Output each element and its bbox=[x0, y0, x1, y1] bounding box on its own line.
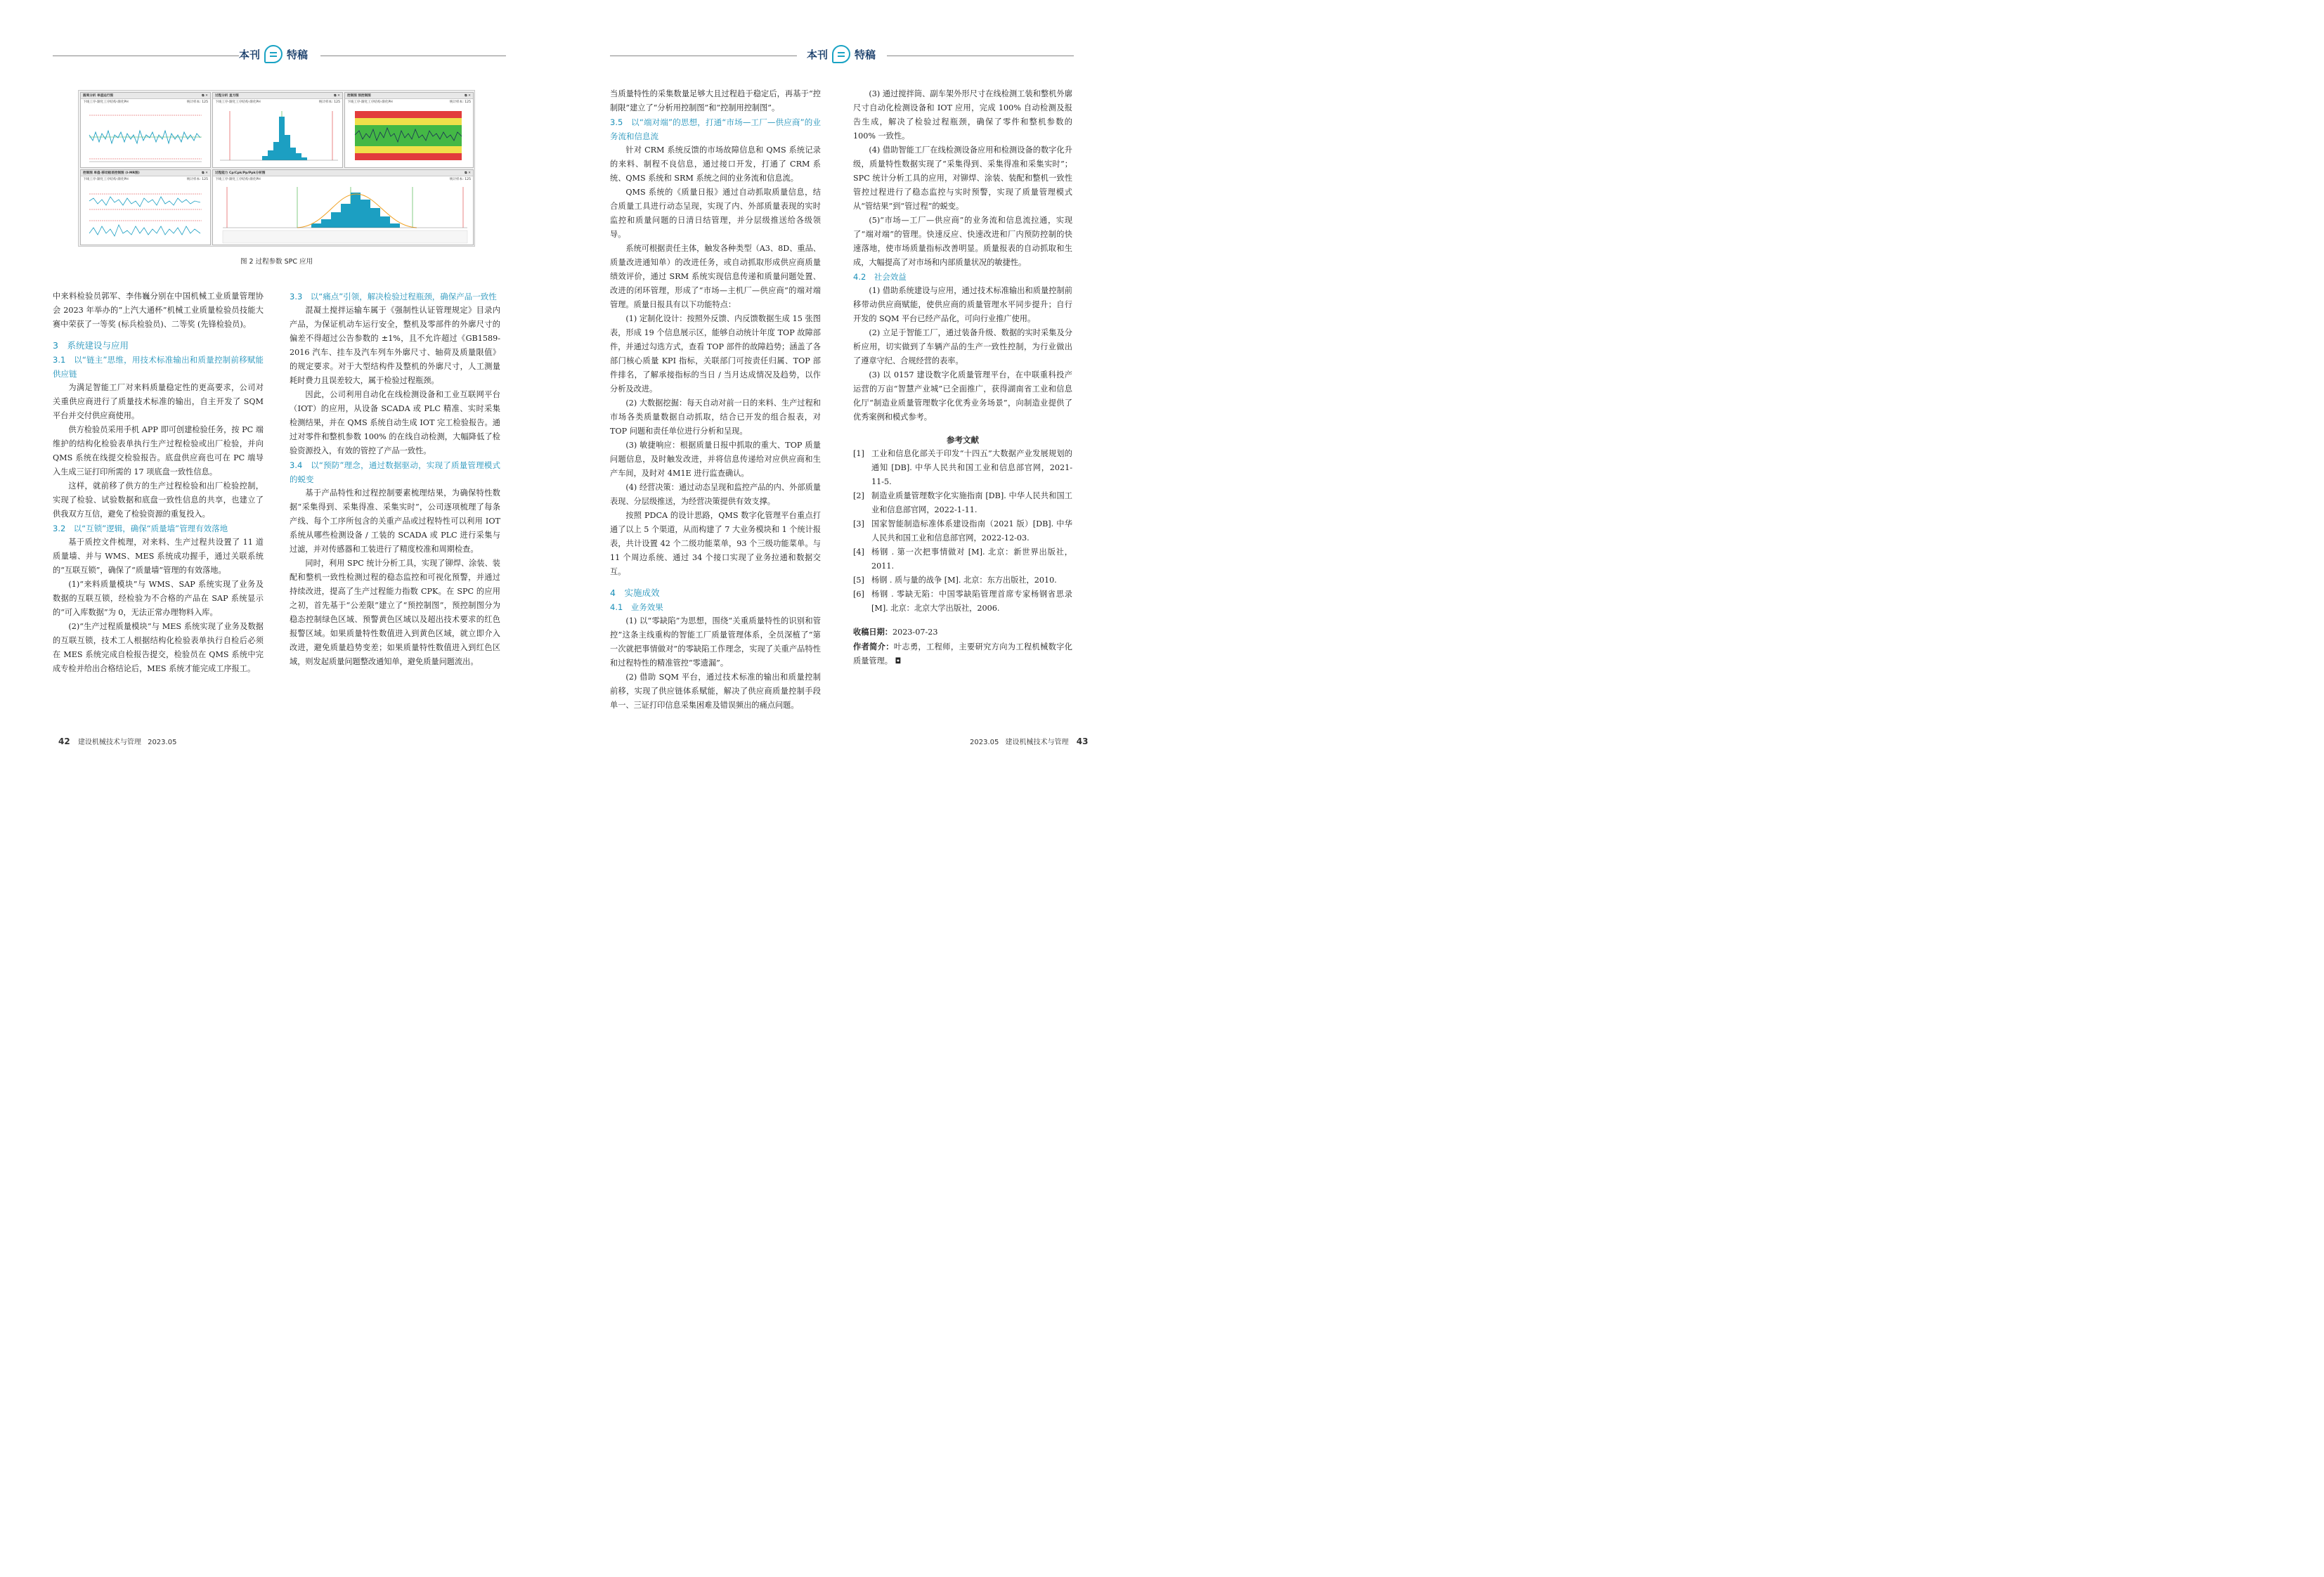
reference-item: [6] 杨钢 . 零缺无陷：中国零缺陷管理首席专家杨钢省思录 [M]. 北京：北京大学出版社，2006. bbox=[853, 590, 1072, 613]
panel-count: 统计样本: 125 bbox=[449, 178, 471, 181]
author-bio: 作者简介：叶志勇，工程师，主要研究方向为工程机械数字化质量管理。 ◘ bbox=[853, 642, 1072, 666]
header-logo-right bbox=[807, 45, 876, 63]
window-controls-icon[interactable]: ⧉ ✕ bbox=[202, 171, 208, 175]
page-number: 43 bbox=[1076, 736, 1089, 746]
window-controls-icon[interactable]: ⧉ ✕ bbox=[334, 94, 340, 98]
panel-title: 控制图 单值-移动极差控制图 (I-MR图) bbox=[83, 171, 140, 175]
subsection-heading: 3.5 以“端对端”的思想，打通“市场—工厂—供应商”的业务流和信息流 bbox=[610, 117, 821, 141]
panel-subtitle: 下线工序-渐化工序结构-渐化PH bbox=[215, 178, 261, 181]
paragraph: 因此，公司利用自动化在线检测设备和工业互联网平台（IOT）的应用，从设备 SCADA 或 PLC 精准、实时采集检测结果，并在 QMS 系统自动生成 IOT 完工检验报告。通过对零件和整机参数 100% 的在线自动检测，大幅降低了检验资源投入，有效的管控了产品一致性。 bbox=[290, 390, 500, 455]
subsection-heading: 3.4 以“预防”理念，通过数据驱动，实现了质量管理模式的蜕变 bbox=[290, 460, 500, 484]
header-label-left: 本刊 bbox=[807, 48, 829, 61]
subsection-heading: 3.2 以“互锁”逻辑，确保“质量墙”管理有效落地 bbox=[53, 524, 228, 533]
panel-subtitle: 下线工序-渐化工序结构-渐化PH bbox=[215, 100, 261, 104]
paragraph: 按照 PDCA 的设计思路，QMS 数字化管理平台重点打通了以上 5 个渠道，从而构建了 7 大业务模块和 1 个统计报表，共计设置 42 个二级功能菜单，93 个三级功能菜单。与 11 个周边系统、通过 34 个接口实现了业务拉通和数据交互。 bbox=[610, 511, 822, 576]
panel-capability bbox=[212, 169, 474, 245]
panel-precontrol bbox=[344, 92, 474, 168]
paragraph: (5)“市场—工厂—供应商”的业务流和信息流拉通，实现了“端对端”的管理。快速反应、快速改进和厂内预防控制的快速落地，使市场质量指标改善明显。质量报表的自动抓取和生成，大幅提高了对市场和内部质量状况的敏捷性。 bbox=[853, 216, 1072, 267]
panel-count: 统计样本: 125 bbox=[318, 100, 340, 104]
issue: 2023.05 bbox=[148, 739, 177, 746]
panel-title: 过程能力 Cp/Cpk/Pp/Ppk分析图 bbox=[215, 171, 266, 175]
journal-name: 建设机械技术与管理 bbox=[1005, 739, 1069, 746]
window-controls-icon[interactable]: ⧉ ✕ bbox=[465, 94, 471, 98]
paragraph: (3) 敏捷响应：根据质量日报中抓取的重大、TOP 质量问题信息，及时触发改进，并将信息传递给对应供应商和生产车间，及时对 4M1E 进行监查确认。 bbox=[610, 441, 821, 478]
subsection-heading: 3.3 以“痛点”引领，解决检验过程瓶颈，确保产品一致性 bbox=[290, 292, 497, 301]
paragraph: 同时，利用 SPC 统计分析工具，实现了铆焊、涂装、装配和整机一致性检测过程的稳态监控和可视化预警，并通过持续改进，提高了生产过程能力指数 CPK。在 SPC 的应用之初，首先基于“公差限”建立了“预控制图”，预控制图分为稳态控制绿色区域、预警黄色区域以及超出技术要求的红色报警区域。如果质量特性数值进入到黄色区域，就立即介入改进，避免质量趋势变差；如果质量特性数值进入到红色区域，则发起质量问题整改通知单，避免质量问题流出。 bbox=[290, 559, 500, 666]
capability-plot bbox=[213, 184, 474, 245]
paragraph: (4) 借助智能工厂在线检测设备应用和检测设备的数字化升级，质量特性数据实现了“采集得到、采集得准和采集实时”；SPC 统计分析工具的应用，对铆焊、涂装、装配和整机一致性管控过程进行了稳态监控与实时预警，实现了质量管理模式从“管结果”到“管过程”的蜕变。 bbox=[853, 145, 1072, 211]
footer-right bbox=[970, 736, 1093, 746]
speech-bubble-icon bbox=[264, 45, 283, 63]
end-mark-icon: ◘ bbox=[892, 656, 902, 666]
paragraph: 当质量特性的采集数量足够大且过程趋于稳定后，再基于“控制限”建立了“分析用控制图”和“控制用控制图”。 bbox=[610, 89, 821, 112]
section-heading: 4 实施成效 bbox=[610, 588, 660, 598]
panel-imr bbox=[80, 169, 211, 245]
paragraph: 混凝土搅拌运输车属于《强制性认证管理规定》目录内产品，为保证机动车运行安全，整机及零部件的外廓尺寸的偏差不得超过公告参数的 ±1%，且不允许超过《GB1589-2016 汽车、挂车及汽车列车外廓尺寸、轴荷及质量限值》的规定要求。对于大型结构件及整机的外廓尺寸，人工测量耗时费力且误差较大，属于检验过程瓶颈。 bbox=[290, 306, 500, 385]
references-title: 参考文献 bbox=[947, 435, 979, 445]
subsection-heading: 4.1 业务效果 bbox=[610, 602, 663, 612]
subsection-heading: 3.1 以“链主”思维，用技术标准输出和质量控制前移赋能供应链 bbox=[53, 355, 264, 379]
panel-subtitle: 下线工序-渐化工序结构-渐化PH bbox=[83, 100, 129, 104]
panel-title: 过程分析 直方图 bbox=[215, 94, 239, 98]
panel-count: 统计样本: 125 bbox=[186, 178, 208, 181]
reference-item: [5] 杨钢 . 质与量的战争 [M]. 北京：东方出版社，2010. bbox=[853, 576, 1057, 585]
paragraph: (2) 立足于智能工厂，通过装备升级、数据的实时采集及分析应用，切实做到了车辆产品的生产一致性控制，为行业做出了遵章守纪、合规经营的表率。 bbox=[853, 328, 1072, 365]
paragraph: 针对 CRM 系统反馈的市场故障信息和 QMS 系统记录的来料、制程不良信息，通过接口开发，打通了 CRM 系统、QMS 系统和 SRM 系统之间的业务流和信息流。 bbox=[610, 145, 821, 183]
histogram-plot bbox=[213, 107, 343, 167]
panel-subtitle: 下线工序-渐化工序结构-渐化PH bbox=[83, 178, 129, 181]
window-controls-icon[interactable]: ⧉ ✕ bbox=[202, 94, 208, 98]
panel-run-chart bbox=[80, 92, 211, 168]
reference-item: [3] 国家智能制造标准体系建设指南（2021 版）[DB]. 中华人民共和国工业和信息部官网，2022-12-03. bbox=[853, 519, 1072, 543]
column-4 bbox=[853, 87, 1072, 668]
figure-caption: 图 2 过程参数 SPC 应用 bbox=[240, 258, 313, 266]
paragraph: (2) 大数据挖掘：每天自动对前一日的来料、生产过程和市场各类质量数据自动抓取，结合已开发的组合报表，对 TOP 问题和责任单位进行分析和呈现。 bbox=[610, 398, 821, 436]
header-label-right: 特稿 bbox=[855, 48, 876, 61]
reference-item: [2] 制造业质量管理数字化实施指南 [DB]. 中华人民共和国工业和信息部官网，2022-1-11. bbox=[853, 491, 1072, 514]
subsection-heading: 4.2 社会效益 bbox=[853, 272, 907, 282]
paragraph: 中来料检验员郭军、李伟巍分别在中国机械工业质量管理协会 2023 年举办的“上汽大通杯”机械工业质量检验员技能大赛中荣获了一等奖 (标兵检验员)、二等奖 (先锋检验员)。 bbox=[53, 292, 264, 329]
journal-name: 建设机械技术与管理 bbox=[77, 739, 141, 746]
paragraph: QMS 系统的《质量日报》通过自动抓取质量信息，结合质量工具进行动态呈现，实现了内、外部质量表现的实时监控和质量问题的日清日结管理，并分层级推送给各级领导。 bbox=[610, 188, 821, 239]
paragraph: 基于质控文件梳理，对来料、生产过程共设置了 11 道质量墙、并与 WMS、MES 系统成功握手，通过关联系统的“互联互锁”，确保了“质量墙”管理的有效落地。 bbox=[53, 538, 264, 575]
paragraph: 系统可根据责任主体，触发各种类型（A3、8D、重品、质量改进通知单）的改进任务，或自动抓取形成供应商质量绩效评价，通过 SRM 系统实现信息传递和质量问题处置、改进的闭环管理，形成了“市场—主机厂—供应商”的端对端管理。质量日报具有以下功能特点： bbox=[610, 244, 821, 309]
reference-list bbox=[853, 447, 1072, 616]
paragraph: (1) 以“零缺陷”为思想，围绕“关重质量特性的识别和管控”这条主线重构的智能工厂质量管理体系，全员深植了“第一次就把事情做对”的零缺陷工作理念，实现了关重产品特性和过程特性的精准管控“零遗漏”。 bbox=[610, 616, 821, 668]
panel-count: 统计样本: 125 bbox=[186, 100, 208, 104]
paragraph: 供方检验员采用手机 APP 即可创建检验任务，按 PC 端维护的结构化检验表单执行生产过程检验或出厂检验，并向 QMS 系统在线提交检验报告。底盘供应商也可在 PC 端导入生成三证打印所需的 17 项底盘一致性信息。 bbox=[53, 425, 264, 476]
reference-item: [4] 杨钢 . 第一次把事情做对 [M]. 北京：新世界出版社，2011. bbox=[853, 547, 1072, 571]
panel-count: 统计样本: 125 bbox=[449, 100, 471, 104]
spc-figure bbox=[78, 90, 475, 247]
received-date: 收稿日期：2023-07-23 bbox=[853, 628, 938, 637]
column-2 bbox=[290, 290, 500, 669]
paragraph: (2)“生产过程质量模块”与 MES 系统实现了业务及数据的互联互锁，技术工人根据结构化检验表单执行自检后必须在 MES 系统完成自检报告提交，检验员在 QMS 系统中完成专检并给出合格结论后，MES 系统才能完成工序报工。 bbox=[53, 622, 264, 673]
paragraph: 为满足智能工厂对来料质量稳定性的更高要求，公司对关重供应商进行了质量技术标准的输出，自主开发了 SQM 平台并交付供应商使用。 bbox=[53, 383, 264, 420]
panel-histogram bbox=[212, 92, 343, 168]
panel-title: 控制图 预控制图 bbox=[347, 94, 371, 98]
paragraph: (1)“来料质量模块”与 WMS、SAP 系统实现了业务及数据的互联互锁，经检验为不合格的产品在 SAP 系统显示的“可入库数据”为 0，无法正常办理物料入库。 bbox=[53, 580, 264, 617]
speech-bubble-icon bbox=[832, 45, 850, 63]
column-3 bbox=[610, 87, 821, 713]
precontrol-plot bbox=[345, 107, 474, 167]
paragraph: (1) 借助系统建设与应用，通过技术标准输出和质量控制前移带动供应商赋能，使供应商的质量管理水平同步提升；自行开发的 SQM 平台已经产品化，可向行业推广使用。 bbox=[853, 286, 1072, 323]
paragraph: (3) 以 0157 建设数字化质量管理平台，在中联重科投产运营的万亩“智慧产业城”已全面推广，获得湖南省工业和信息化厅“制造业质量管理数字化优秀业务场景”，向制造业提供了优秀案例和模式参考。 bbox=[853, 370, 1072, 422]
paragraph: 这样，就前移了供方的生产过程检验和出厂检验控制，实现了检验、试验数据和底盘一致性信息的共享，也建立了供我双方互信，避免了检验资源的重复投入。 bbox=[53, 481, 264, 519]
panel-title: 圆周分析 单值运行图 bbox=[83, 94, 113, 98]
issue: 2023.05 bbox=[970, 739, 999, 746]
paragraph: 基于产品特性和过程控制要素梳理结果，为确保特性数据“采集得到、采集得准、采集实时”，公司逐项梳理了每条产线、每个工序所包含的关重产品或过程特性可以利用 IOT 系统从哪些检测设备 / 工装的 SCADA 或 PLC 进行采集与过滤，并对传感器和工装进行了精度校准和周期检查。 bbox=[290, 488, 500, 554]
imr-plot bbox=[81, 184, 211, 245]
panel-subtitle: 下线工序-渐化工序结构-渐化PH bbox=[347, 100, 393, 104]
header-label-left: 本刊 bbox=[239, 48, 261, 61]
paragraph: (3) 通过搅拌筒、副车架外形尺寸在线检测工装和整机外廓尺寸自动化检测设备和 IOT 应用，完成 100% 自动检测及报告生成，解决了检验过程瓶颈，确保了零件和整机参数的 100% 一致性。 bbox=[853, 89, 1072, 141]
page-number: 42 bbox=[58, 736, 70, 746]
header-label-right: 特稿 bbox=[287, 48, 309, 61]
run-chart-plot bbox=[81, 107, 211, 167]
paragraph: (4) 经营决策：通过动态呈现和监控产品的内、外部质量表现、分层级推送，为经营决策提供有效支撑。 bbox=[610, 483, 821, 506]
header-logo-left bbox=[239, 45, 308, 63]
footer-left bbox=[53, 736, 176, 746]
column-1 bbox=[53, 290, 264, 676]
window-controls-icon[interactable]: ⧉ ✕ bbox=[465, 171, 471, 175]
section-heading: 3 系统建设与应用 bbox=[53, 340, 129, 351]
reference-item: [1] 工业和信息化部关于印发“十四五”大数据产业发展规划的通知 [DB]. 中华人民共和国工业和信息部官网，2021-11-5. bbox=[853, 449, 1072, 486]
paragraph: (2) 借助 SQM 平台，通过技术标准的输出和质量控制前移，实现了供应链体系赋能，解决了供应商质量控制手段单一、三证打印信息采集困难及错误频出的痛点问题。 bbox=[610, 673, 821, 710]
paragraph: (1) 定制化设计：按照外反馈、内反馈数据生成 15 张图表，形成 19 个信息展示区，能够自动统计年度 TOP 故障部件，并通过勾选方式，查看 TOP 部件的故障趋势；涵盖了各部门核心质量 KPI 指标，关联部门可按责任归属、TOP 部件排名，了解承接指标的当日 / 当月达成情况及趋势，以作分析及改进。 bbox=[610, 314, 821, 394]
